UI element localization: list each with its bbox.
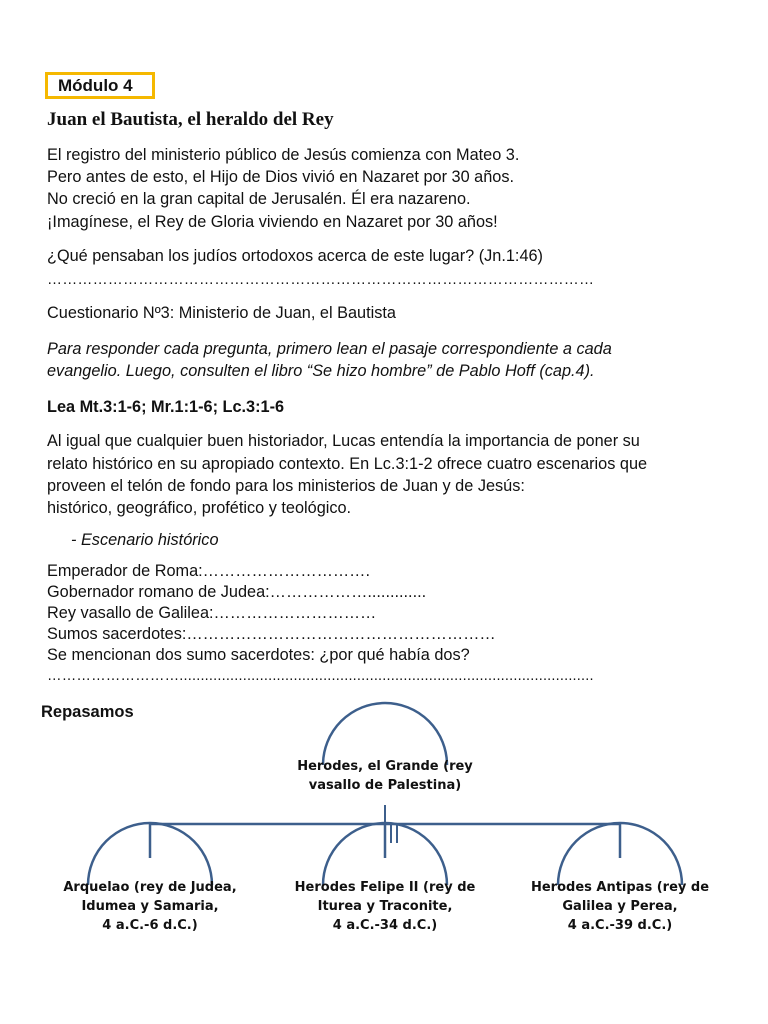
tree-root-node — [260, 757, 510, 795]
node-text: Herodes, el Grande (rey — [297, 759, 473, 774]
fill-line: Gobernador romano de Judea:………………............. — [47, 583, 427, 601]
intro-line: No creció en la gran capital de Jerusalén. Él era nazareno. — [47, 190, 471, 208]
question-text: ¿Qué pensaban los judíos ortodoxos acerca de este lugar? (Jn.1:46) — [47, 247, 543, 265]
fill-line: Sumos sacerdotes:………………………………………………… — [47, 625, 496, 643]
node-text: Herodes Antipas (rey de — [530, 880, 710, 895]
node-text: Herodes Felipe II (rey de — [294, 880, 476, 895]
paragraph-line: proveen el telón de fondo para los ministerios de Juan y de Jesús: — [47, 477, 525, 495]
scenario-heading: - Escenario histórico — [71, 531, 219, 549]
tree-child-node — [500, 878, 740, 935]
node-text: Arquelao (rey de Judea, — [63, 880, 237, 895]
page-title: Juan el Bautista, el heraldo del Rey — [47, 109, 334, 130]
paragraph-line: Al igual que cualquier buen historiador, Lucas entendía la importancia de poner su — [47, 432, 640, 450]
instructions-line: evangelio. Luego, consulten el libro “Se hizo hombre” de Pablo Hoff (cap.4). — [47, 362, 595, 380]
intro-line: ¡Imagínese, el Rey de Gloria viviendo en Nazaret por 30 años! — [47, 213, 498, 231]
instructions-line: Para responder cada pregunta, primero lean el pasaje correspondiente a cada — [47, 340, 612, 358]
node-text: 4 a.C.-6 d.C.) — [102, 918, 198, 933]
tree-child-node — [30, 878, 270, 935]
module-label: Módulo 4 — [45, 72, 155, 99]
reading-reference: Lea Mt.3:1-6; Mr.1:1-6; Lc.3:1-6 — [47, 398, 285, 416]
paragraph-line: relato histórico en su apropiado contexto. En Lc.3:1-2 ofrece cuatro escenarios que — [47, 455, 648, 473]
intro-line: Pero antes de esto, el Hijo de Dios vivió en Nazaret por 30 años. — [47, 168, 514, 186]
node-text: vasallo de Palestina) — [308, 778, 462, 793]
node-text: Idumea y Samaria, — [81, 899, 219, 914]
node-text: Galilea y Perea, — [562, 899, 678, 914]
root-node-arc — [323, 703, 447, 765]
fill-line: ……………………….................................................................................................. — [47, 668, 594, 684]
answer-line: ……………………………………………………………………………………………… — [47, 271, 595, 288]
fill-line: Emperador de Roma:…………………………. — [47, 562, 370, 580]
node-text: 4 a.C.-39 d.C.) — [567, 918, 673, 933]
node-text: 4 a.C.-34 d.C.) — [332, 918, 438, 933]
fill-line: Se mencionan dos sumo sacerdotes: ¿por qué había dos? — [47, 646, 470, 664]
paragraph-line: histórico, geográfico, profético y teológico. — [47, 499, 352, 517]
review-heading: Repasamos — [41, 703, 134, 721]
node-text: Iturea y Traconite, — [317, 899, 453, 914]
fill-line: Rey vasallo de Galilea:………………………… — [47, 604, 377, 622]
questionnaire-title: Cuestionario Nº3: Ministerio de Juan, el Bautista — [47, 304, 396, 322]
intro-line: El registro del ministerio público de Jesús comienza con Mateo 3. — [47, 146, 520, 164]
tree-child-node — [265, 878, 505, 935]
